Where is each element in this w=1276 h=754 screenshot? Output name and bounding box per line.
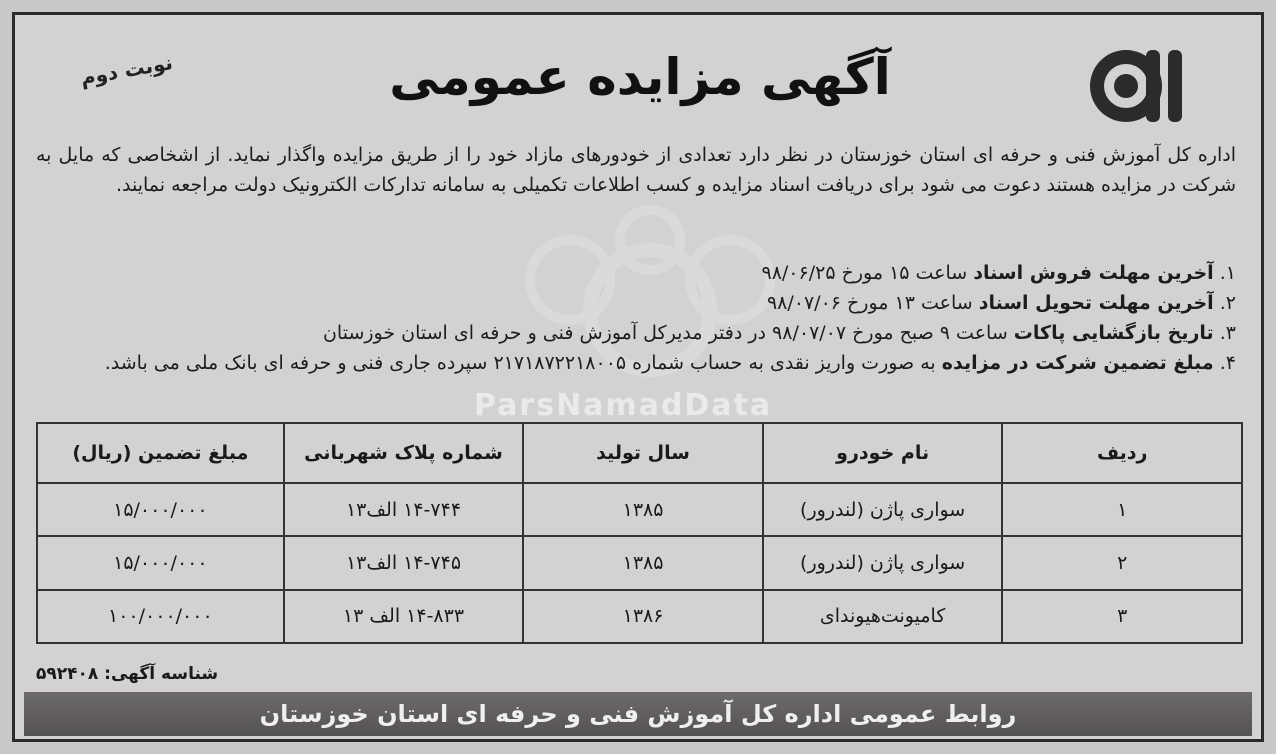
cell-row-number: ۳ (1002, 590, 1242, 643)
header-plate-number: شماره پلاک شهربانی (284, 423, 524, 483)
intro-paragraph: اداره کل آموزش فنی و حرفه ای استان خوزستان در نظر دارد تعدادی از خودورهای مازاد خود را از طریق مزایده واگذار نماید. از اشخاصی که مایل به شرکت در مزایده هستند دعوت می شود برای دریافت اسناد مزایده و کسب اطلاعات تکمیلی به سامانه تدارکات الکترونیک دولت مراجعه نمایند. (36, 144, 1236, 196)
conditions-list (36, 258, 1236, 378)
vehicles-table (36, 422, 1243, 644)
cell-vehicle-name: کامیونت‌هیوندای (763, 590, 1003, 643)
header-vehicle-name: نام خودرو (763, 423, 1003, 483)
condition-item-4: ۴. مبلغ تضمین شرکت در مزایده به صورت واریز نقدی به حساب شماره ۲۱۷۱۸۷۲۲۱۸۰۰۵ سپرده جاری فنی و حرفه ای بانک ملی می باشد. (104, 352, 1236, 374)
condition-item-2-text: ساعت ۱۳ مورخ ۹۸/۰۷/۰۶ (766, 292, 979, 314)
table-row (37, 536, 1242, 589)
header-production-year: سال تولید (523, 423, 763, 483)
page-title: آگهی مزایده عمومی (389, 48, 891, 106)
publication-round-label: نوبت دوم (78, 50, 175, 90)
condition-item-1: ۱. آخرین مهلت فروش اسناد ساعت ۱۵ مورخ ۹۸/۰۶/۲۵ (761, 262, 1236, 284)
condition-item-4-text: به صورت واریز نقدی به حساب شماره ۲۱۷۱۸۷۲۲۱۸۰۰۵ سپرده جاری فنی و حرفه ای بانک ملی می باشد. (104, 352, 942, 374)
condition-item-3: ۳. تاریخ بازگشایی پاکات ساعت ۹ صبح مورخ ۹۸/۰۷/۰۷ در دفتر مدیرکل آموزش فنی و حرفه ای استان خوزستان (322, 322, 1236, 344)
condition-item-1-text: ساعت ۱۵ مورخ ۹۸/۰۶/۲۵ (761, 262, 974, 284)
table-row (37, 590, 1242, 643)
cell-row-number: ۲ (1002, 536, 1242, 589)
condition-item-4-title: مبلغ تضمین شرکت در مزایده (941, 352, 1214, 374)
condition-item-3-text: ساعت ۹ صبح مورخ ۹۸/۰۷/۰۷ در دفتر مدیرکل آموزش فنی و حرفه ای استان خوزستان (322, 322, 1014, 344)
cell-plate-number: ۱۴-۷۴۵ الف۱۳ (284, 536, 524, 589)
header-guarantee-amount: مبلغ تضمین (ریال) (37, 423, 284, 483)
cell-guarantee-amount: ۱۰۰/۰۰۰/۰۰۰ (37, 590, 284, 643)
cell-vehicle-name: سواری پاژن (لندرور) (763, 536, 1003, 589)
cell-production-year: ۱۳۸۶ (523, 590, 763, 643)
condition-item-1-title: آخرین مهلت فروش اسناد (973, 262, 1214, 284)
condition-item-2-title: آخرین مهلت تحویل اسناد (978, 292, 1214, 314)
organization-logo-icon (1088, 40, 1192, 130)
footer-text: روابط عمومی اداره کل آموزش فنی و حرفه ای استان خوزستان (259, 700, 1017, 728)
cell-guarantee-amount: ۱۵/۰۰۰/۰۰۰ (37, 483, 284, 536)
cell-production-year: ۱۳۸۵ (523, 536, 763, 589)
ad-id-label: شناسه آگهی: ۵۹۲۴۰۸ (36, 664, 219, 684)
footer-bar (24, 692, 1252, 736)
table-header-row (37, 423, 1242, 483)
watermark-text: ParsNamadData (474, 388, 773, 423)
cell-guarantee-amount: ۱۵/۰۰۰/۰۰۰ (37, 536, 284, 589)
cell-production-year: ۱۳۸۵ (523, 483, 763, 536)
condition-item-3-title: تاریخ بازگشایی پاکات (1013, 322, 1214, 344)
condition-item-2: ۲. آخرین مهلت تحویل اسناد ساعت ۱۳ مورخ ۹۸/۰۷/۰۶ (766, 292, 1236, 314)
table-row (37, 483, 1242, 536)
cell-vehicle-name: سواری پاژن (لندرور) (763, 483, 1003, 536)
header-row-number: ردیف (1002, 423, 1242, 483)
cell-row-number: ۱ (1002, 483, 1242, 536)
cell-plate-number: ۱۴-۸۳۳ الف ۱۳ (284, 590, 524, 643)
cell-plate-number: ۱۴-۷۴۴ الف۱۳ (284, 483, 524, 536)
